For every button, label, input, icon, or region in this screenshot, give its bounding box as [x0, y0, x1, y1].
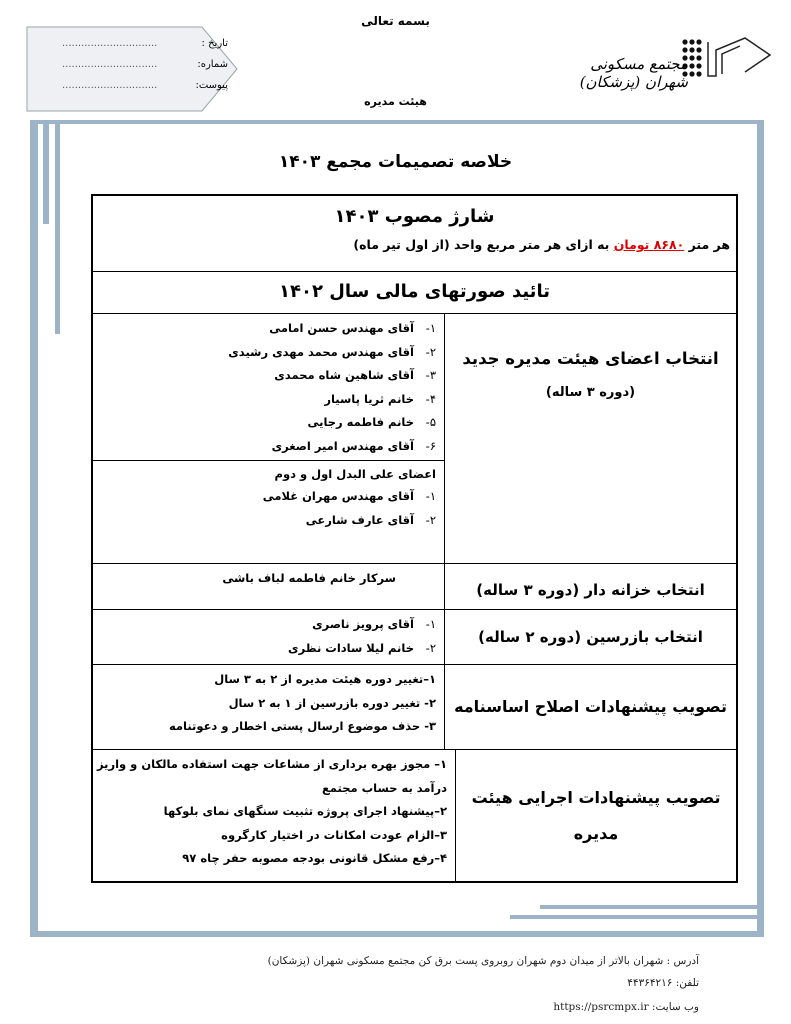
inspectors-row: [93, 610, 736, 665]
exec-label-line2: مدیره: [573, 823, 619, 843]
list-item: ۱-آقای مهندس مهران غلامی: [262, 489, 436, 503]
list-item: ۲- تغییر دوره بازرسین از ۱ به ۲ سال: [228, 695, 436, 710]
footer-phone: تلفن: ۴۴۳۶۴۲۱۶: [627, 977, 699, 989]
number-line: [62, 57, 228, 78]
footer-address: آدرس : شهران بالاتر از میدان دوم شهران روبروی پست برق کن مجتمع مسکونی شهران (پزشکان): [267, 955, 699, 967]
alternates-section: [93, 460, 444, 532]
frame-left-bar-inner: [43, 124, 49, 224]
treasurer-row: [93, 564, 736, 610]
board-heading: هیئت مدیره: [364, 95, 427, 108]
bismillah-heading: بسمه تعالی: [361, 14, 430, 28]
list-item: ۱– مجوز بهره برداری از مشاعات جهت استفاده مالکان و واریز: [97, 757, 448, 771]
decisions-table: [91, 194, 738, 883]
charge-row: [93, 196, 736, 272]
bylaws-label: تصویب پیشنهادات اصلاح اساسنامه: [454, 697, 727, 716]
treasurer-name: سرکار خانم فاطمه لباف باشی: [222, 571, 396, 585]
footer-website[interactable]: وب سایت: https://psrcmpx.ir: [553, 1001, 699, 1013]
frame-bottom-bar: [30, 931, 764, 937]
list-item: ۳-آقای شاهین شاه محمدی: [274, 368, 436, 382]
summary-title: خلاصه تصمیمات مجمع ۱۴۰۳: [278, 152, 513, 172]
frame-bottom-stripe: [540, 905, 764, 909]
exec-label-line1: تصویب پیشنهادات اجرایی هیئت: [471, 787, 721, 807]
list-item: ۲-خانم لیلا سادات نظری: [288, 640, 436, 655]
inspectors-label: انتخاب بازرسین (دوره ۲ ساله): [478, 628, 703, 646]
list-item: ۱-آقای پرویز ناصری: [312, 617, 436, 631]
list-item: ۲-آقای عارف شارعی: [305, 512, 436, 527]
attachment-label: پیوست:: [195, 80, 228, 91]
board-election-row: [93, 314, 736, 564]
frame-top-bar: [30, 120, 764, 124]
date-dots: ..............................: [62, 38, 158, 49]
exec-list: [93, 750, 455, 881]
list-item: ۳- حذف موضوع ارسال پستی اخطار و دعوتنامه: [168, 719, 436, 733]
board-election-label: انتخاب اعضای هیئت مدیره جدید: [462, 349, 719, 368]
logo-text: مجتمع مسکونی شهران (پزشکان): [579, 55, 688, 91]
list-item: ۶-آقای مهندس امیر اصغری: [271, 438, 436, 453]
exec-row: [93, 750, 736, 881]
alternates-heading: اعضای علی البدل اول و دوم: [274, 467, 436, 481]
list-item: ۲–پیشنهاد اجرای پروژه تثبیت سنگهای نمای بلوکها: [163, 804, 448, 818]
list-item: ۴–رفع مشکل قانونی بودجه مصوبه حفر چاه ۹۷: [182, 851, 448, 865]
financial-row: [93, 272, 736, 314]
charge-description: [93, 232, 736, 258]
charge-line-pre: هر متر: [684, 237, 730, 252]
list-item: ۴-خانم ثریا پاسیار: [324, 391, 436, 406]
treasurer-label: انتخاب خزانه دار (دوره ۳ ساله): [476, 581, 705, 599]
frame-bottom-stripe-2: [510, 915, 764, 919]
number-label: شماره:: [197, 59, 228, 70]
letter-info-box: [26, 26, 238, 112]
bylaws-row: [93, 665, 736, 750]
financial-statement-approval: تائید صورتهای مالی سال ۱۴۰۲: [279, 281, 550, 302]
number-dots: ..............................: [62, 59, 158, 70]
inspectors-list: [93, 610, 444, 664]
list-item: درآمد به حساب مجتمع: [321, 780, 448, 795]
frame-right-bar: [757, 120, 764, 935]
charge-line-post: به ازای هر متر مربع واحد (از اول تیر ماه): [353, 237, 614, 252]
list-item: ۵-خانم فاطمه رجایی: [307, 415, 436, 429]
charge-title: شارژ مصوب ۱۴۰۳: [334, 206, 495, 227]
date-label: تاریخ :: [201, 38, 228, 49]
date-line: [62, 36, 228, 57]
attachment-dots: ..............................: [62, 80, 158, 91]
list-item: ۳–الزام عودت امکانات در اختیار کارگروه: [221, 827, 448, 842]
charge-amount: ۸۶۸۰ تومان: [613, 237, 685, 252]
frame-left-bar: [30, 120, 38, 935]
board-members-list: [93, 314, 444, 563]
list-item: ۱-آقای مهندس حسن امامی: [269, 321, 436, 335]
list-item: ۲-آقای مهندس محمد مهدی رشیدی: [228, 344, 436, 359]
board-election-term: (دوره ۳ ساله): [545, 385, 636, 400]
bylaws-list: [93, 665, 444, 749]
list-item: ۱–تغییر دوره هیئت مدیره از ۲ به ۳ سال: [214, 672, 436, 686]
attachment-line: [62, 78, 228, 99]
